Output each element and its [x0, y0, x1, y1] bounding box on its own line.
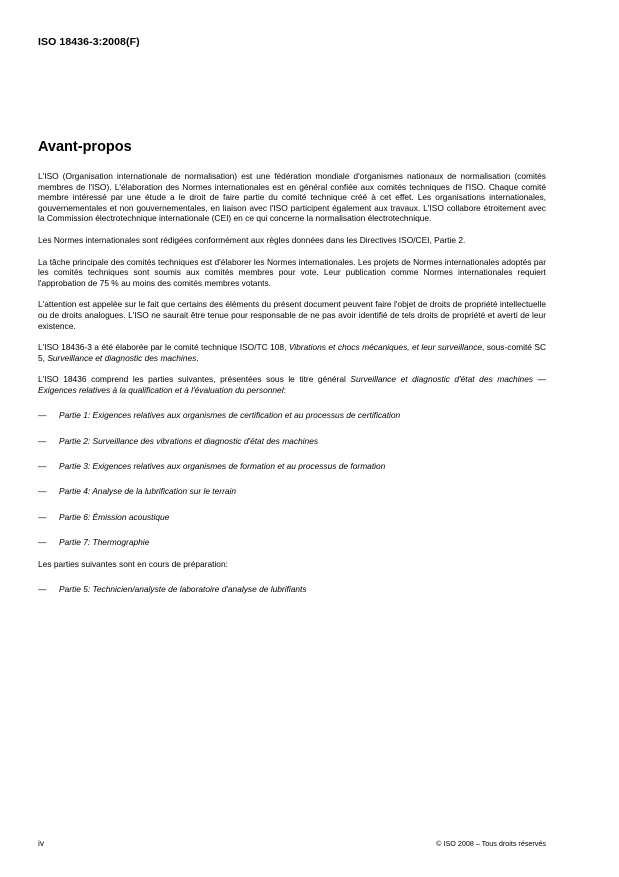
part-title: Partie 5: Technicien/analyste de laboratoire d'analyse de lubrifiants	[59, 584, 307, 595]
copyright-notice: © ISO 2008 – Tous droits réservés	[436, 839, 546, 848]
subcommittee-text: , sous-comité SC 5,	[38, 342, 547, 363]
list-item	[38, 537, 546, 548]
page-number: iv	[38, 838, 45, 848]
dash-bullet: —	[38, 435, 47, 446]
prepared-by-text: L'ISO 18436-3 a été élaborée par le comité technique ISO/TC 108,	[38, 342, 289, 353]
dash-bullet: —	[38, 486, 47, 497]
list-item	[38, 410, 546, 421]
parts-in-preparation-list	[38, 584, 546, 595]
paragraph-parts-intro	[38, 374, 546, 395]
paragraph-technical-committees: La tâche principale des comités techniques est d'élaborer les Normes internationales. Les projets de Normes internationales adoptés par les comités techniques sont soumis aux comités membres pour vote. Leur publication comme Normes internationales requiert l'approbation de 75 % au moins des comités membres votants.	[38, 256, 546, 288]
list-item	[38, 584, 546, 595]
part-title: Partie 2: Surveillance des vibrations et diagnostic d'état des machines	[59, 435, 319, 446]
list-item	[38, 512, 546, 523]
part-title: Partie 4: Analyse de la lubrification sur le terrain	[59, 486, 237, 497]
part-title: Partie 7: Thermographie	[59, 537, 150, 548]
part-title: Partie 1: Exigences relatives aux organismes de certification et au processus de certification	[59, 410, 401, 421]
colon: :	[283, 384, 286, 395]
list-item	[38, 486, 546, 497]
paragraph-iso-overview: L'ISO (Organisation internationale de normalisation) est une fédération mondiale d'organismes nationaux de normalisation (comités membres de l'ISO). L'élaboration des Normes internationales est en général confiée aux comités techniques de l'ISO. Chaque comité membre intéressé par une étude a le droit de faire partie du comité technique créé à cet effet. Les organisations internationales, gouvernementales et non gouvernementales, en liaison avec l'ISO participent également aux travaux. L'ISO collabore étroitement avec la Commission électrotechnique internationale (CEI) en ce qui concerne la normalisation électrotechnique.	[38, 171, 546, 224]
dash-bullet: —	[38, 584, 47, 595]
subcommittee-title: Surveillance et diagnostic des machines	[47, 352, 197, 363]
committee-title: Vibrations et chocs mécaniques, et leur surveillance	[288, 342, 483, 353]
paragraph-patent-rights: L'attention est appelée sur le fait que certains des éléments du présent document peuvent faire l'objet de droits de propriété intellectuelle ou de droits analogues. L'ISO ne saurait être tenue pour responsable de ne pas avoir identifié de tels droits de propriété et averti de leur existence.	[38, 299, 546, 331]
list-item	[38, 436, 546, 447]
document-body	[38, 138, 546, 610]
paragraph-prepared-by	[38, 342, 546, 363]
dash-bullet: —	[38, 537, 47, 548]
parts-list	[38, 410, 546, 548]
dash-bullet: —	[38, 410, 47, 421]
parts-intro-text: L'ISO 18436 comprend les parties suivantes, présentées sous le titre général	[38, 374, 351, 385]
paragraph-in-preparation: Les parties suivantes sont en cours de préparation:	[38, 558, 228, 569]
paragraph-directives: Les Normes internationales sont rédigées conformément aux règles données dans les Directives ISO/CEI, Partie 2.	[38, 234, 466, 245]
period: .	[196, 352, 199, 363]
page-title: Avant-propos	[38, 139, 132, 155]
part-title: Partie 6: Émission acoustique	[59, 511, 170, 522]
dash-bullet: —	[38, 511, 47, 522]
document-id: ISO 18436-3:2008(F)	[38, 36, 140, 48]
general-title: Surveillance et diagnostic d'état des machines — Exigences relatives à la qualification et à l'évaluation du personnel	[38, 374, 546, 395]
part-title: Partie 3: Exigences relatives aux organismes de formation et au processus de formation	[59, 461, 386, 472]
dash-bullet: —	[38, 461, 47, 472]
list-item	[38, 461, 546, 472]
